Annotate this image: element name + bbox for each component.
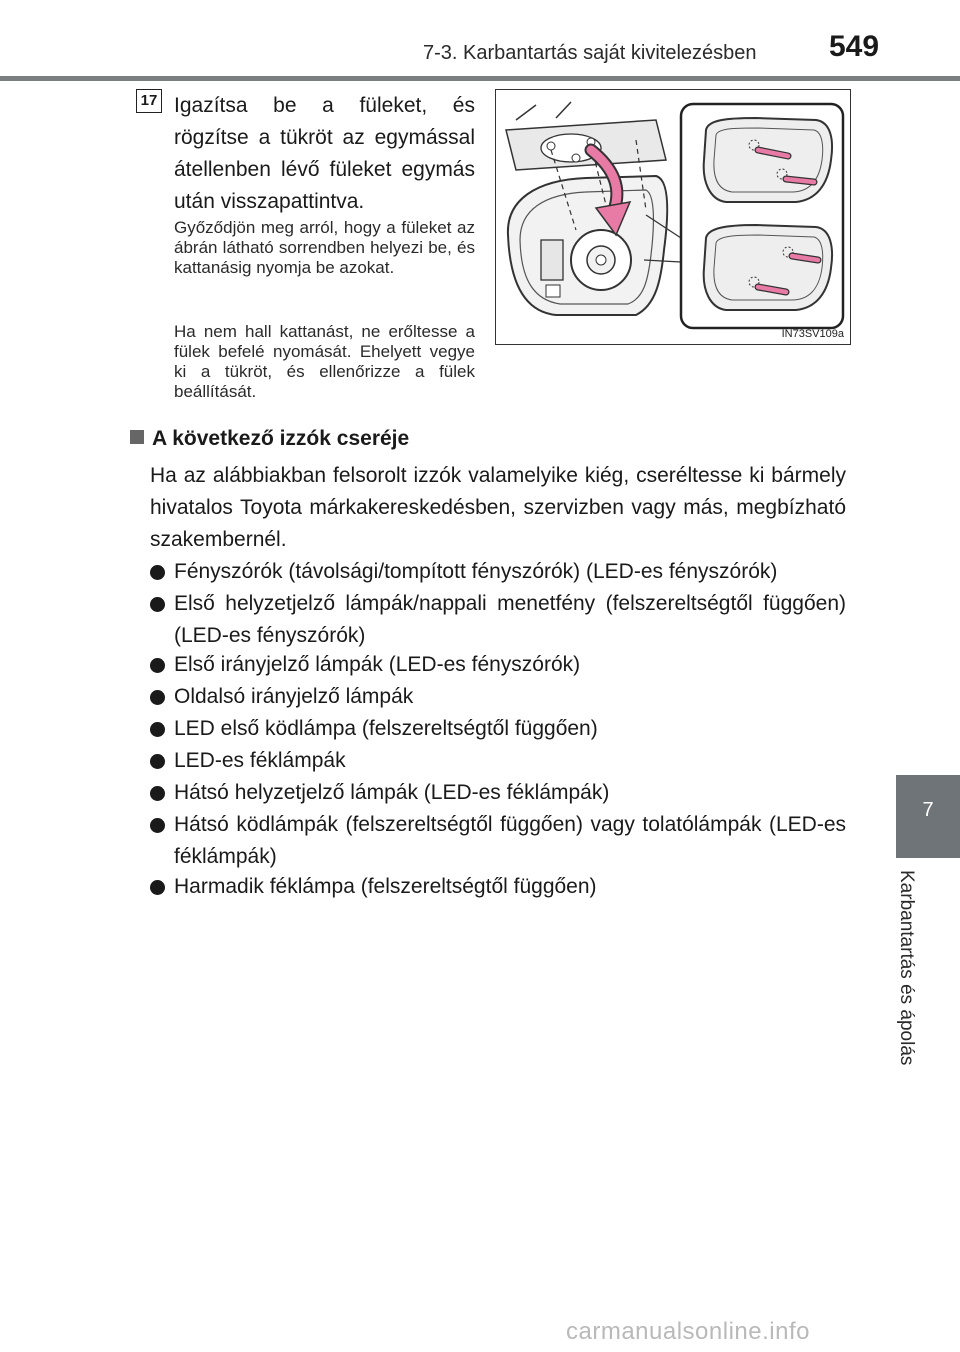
bullet-dot-icon: [150, 786, 165, 801]
bullet-dot-icon: [150, 658, 165, 673]
bullet-dot-icon: [150, 818, 165, 833]
chapter-tab[interactable]: [896, 775, 960, 858]
bullet-dot-icon: [150, 722, 165, 737]
chapter-number: 7: [922, 799, 934, 821]
list-item: LED-es féklámpák: [150, 745, 846, 777]
section-intro: Ha az alábbiakban felsorolt izzók valamelyike kiég, cseréltesse ki bármely hivatalos Toyota márkakereskedésben, szervizben vagy más, megbízható szakembernél.: [150, 464, 846, 551]
mirror-illustration: [495, 89, 851, 345]
list-item: Hátsó ködlámpák (felszereltségtől függően) vagy tolatólámpák (LED-es féklámpák): [150, 809, 846, 873]
list-item: Harmadik féklámpa (felszereltségtől függően): [150, 871, 846, 903]
list-item: LED első ködlámpa (felszereltségtől függően): [150, 713, 846, 745]
step-note-order: Győződjön meg arról, hogy a füleket az ábrán látható sorrendben helyezi be, és kattanásig nyomja be azokat.: [174, 218, 475, 277]
section-heading-text: A következő izzók cseréje: [152, 427, 410, 450]
section-title: 7-3. Karbantartás saját kivitelezésben: [423, 42, 757, 64]
bullet-dot-icon: [150, 690, 165, 705]
step-instruction: Igazítsa be a füleket, és rögzítse a tükröt az egymással átellenben lévő füleket egymás után visszapattintva.: [174, 94, 475, 213]
bullet-dot-icon: [150, 754, 165, 769]
list-item: Oldalsó irányjelző lámpák: [150, 681, 846, 713]
step-number-badge: 17: [136, 89, 162, 113]
chapter-title: Karbantartás és ápolás: [896, 870, 917, 1066]
chapter-side-label: [896, 870, 932, 1080]
header-rule: [0, 76, 960, 81]
square-bullet-icon: [130, 430, 144, 444]
list-item: Első helyzetjelző lámpák/nappali menetfény (felszereltségtől függően) (LED-es fényszórók): [150, 588, 846, 652]
list-item: Első irányjelző lámpák (LED-es fényszórók): [150, 649, 846, 681]
list-item: Hátsó helyzetjelző lámpák (LED-es féklámpák): [150, 777, 846, 809]
list-item: Fényszórók (távolsági/tompított fényszórók) (LED-es fényszórók): [150, 556, 846, 588]
mirror-drawing: [496, 90, 849, 343]
step-note-click: Ha nem hall kattanást, ne erőltesse a fülek befelé nyomását. Ehelyett vegye ki a tükröt, és ellenőrizze a fülek beállítását.: [174, 322, 475, 401]
bullet-dot-icon: [150, 597, 165, 612]
bullet-dot-icon: [150, 565, 165, 580]
watermark: carmanualsonline.info: [566, 1318, 810, 1345]
page-number: 549: [829, 30, 880, 63]
section-heading: [130, 427, 409, 451]
bullet-dot-icon: [150, 880, 165, 895]
figure-code: IN73SV109a: [781, 328, 844, 340]
